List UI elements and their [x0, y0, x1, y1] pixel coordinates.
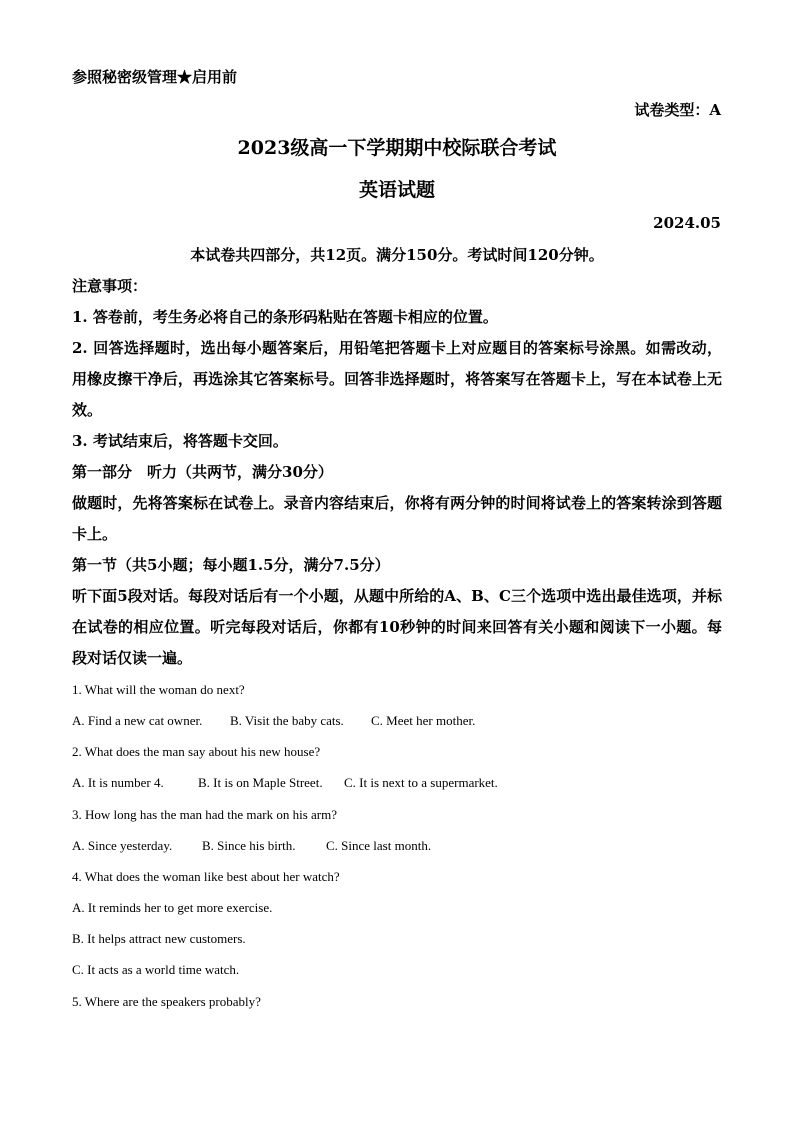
- option-a: A. Find a new cat owner.: [72, 713, 203, 728]
- question-5-stem: 5. Where are the speakers probably?: [72, 994, 261, 1009]
- question-4-option-b: B. It helps attract new customers.: [72, 931, 246, 946]
- question-2-stem: 2. What does the man say about his new house?: [72, 744, 321, 759]
- question-4-option-c: C. It acts as a world time watch.: [72, 962, 240, 977]
- option-b: B. Since his birth.: [202, 838, 296, 853]
- part1-instruction: 做题时，先将答案标在试卷上。录音内容结束后，你将有两分钟的时间将试卷上的答案转涂到答题卡上。: [72, 494, 722, 543]
- question-3-stem: 3. How long has the man had the mark on his arm?: [72, 807, 337, 822]
- option-c: C. It is next to a supermarket.: [344, 775, 498, 790]
- exam-title: 2023级高一下学期期中校际联合考试: [237, 137, 557, 159]
- note-item-2: 2. 回答选择题时，选出每小题答案后，用铅笔把答题卡上对应题目的答案标号涂黑。如需改动，用橡皮擦干净后，再选涂其它答案标号。回答非选择题时，将答案写在答题卡上，写在本试卷上无效。: [72, 339, 722, 419]
- note-item-1: 1. 答卷前，考生务必将自己的条形码粘贴在答题卡相应的位置。: [72, 308, 498, 326]
- option-a: A. It is number 4.: [72, 775, 164, 790]
- question-1-stem: 1. What will the woman do next?: [72, 682, 245, 697]
- option-b: B. It is on Maple Street.: [198, 775, 323, 790]
- option-c: C. Meet her mother.: [371, 713, 476, 728]
- question-4-option-a: A. It reminds her to get more exercise.: [72, 900, 273, 915]
- section1-heading: 第一节（共5小题；每小题1.5分，满分7.5分）: [72, 556, 390, 574]
- exam-date: 2024.05: [653, 214, 721, 232]
- exam-summary: 本试卷共四部分，共12页。满分150分。考试时间120分钟。: [190, 246, 604, 264]
- notes-heading: 注意事项：: [72, 277, 148, 295]
- note-item-3: 3. 考试结束后，将答题卡交回。: [72, 432, 288, 450]
- option-a: A. Since yesterday.: [72, 838, 173, 853]
- question-2-options: [72, 775, 498, 791]
- subject-title: 英语试题: [358, 179, 435, 201]
- question-1-options: [72, 713, 475, 729]
- question-3-options: [72, 838, 431, 854]
- option-c: C. Since last month.: [326, 838, 432, 853]
- part1-heading: 第一部分 听力（共两节，满分30分）: [72, 463, 333, 481]
- section1-instruction: 听下面5段对话。每段对话后有一个小题，从题中所给的A、B、C三个选项中选出最佳选项，并标在试卷的相应位置。听完每段对话后，你都有10秒钟的时间来回答有关小题和阅读下一小题。每段对话仅读一遍。: [72, 587, 722, 667]
- question-4-stem: 4. What does the woman like best about her watch?: [72, 869, 340, 884]
- confidential-label: 参照秘密级管理★启用前: [72, 68, 238, 86]
- paper-type-label: 试卷类型：A: [634, 101, 721, 119]
- option-b: B. Visit the baby cats.: [230, 713, 344, 728]
